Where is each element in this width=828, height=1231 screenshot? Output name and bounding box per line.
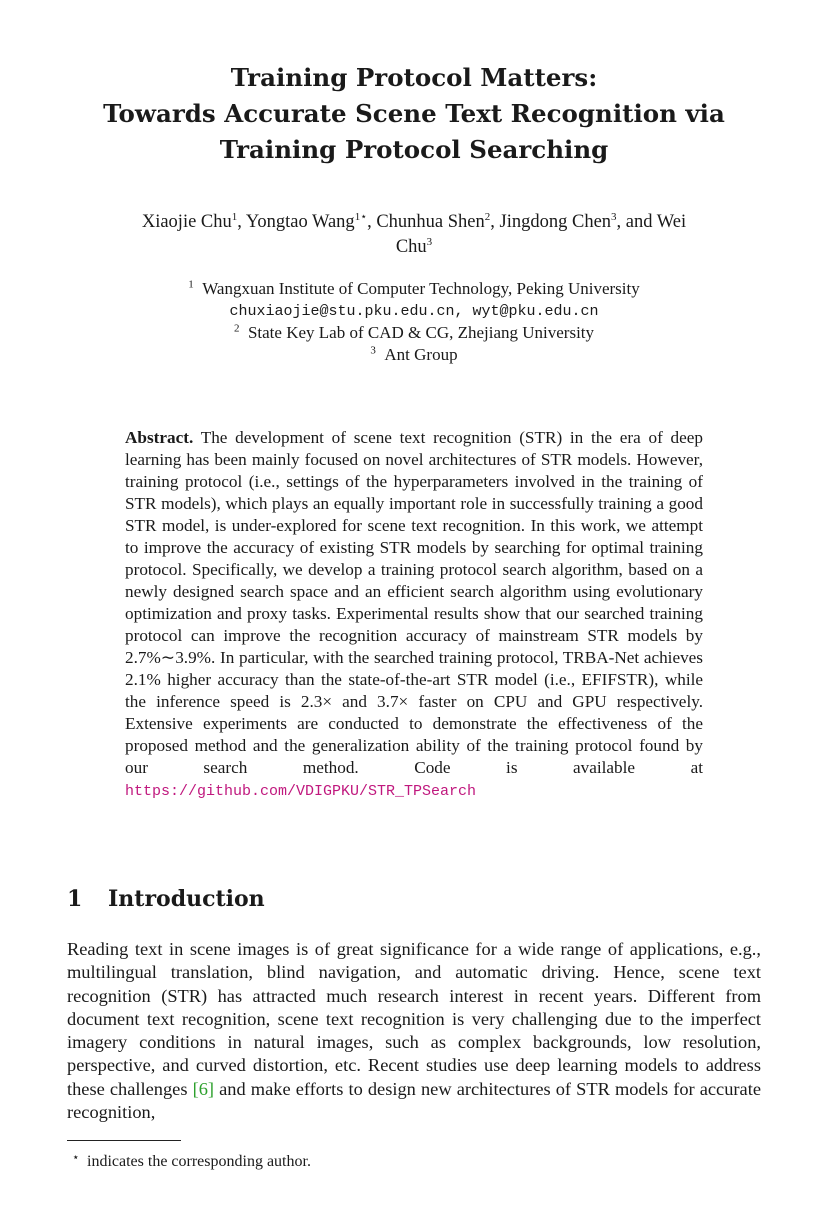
author-line-1: Xiaojie Chu$^1$, Yongtao Wang$^{1⋆}$, Chunhua Shen$^2$, Jingdong Chen$^3$, and Wei (141, 210, 687, 232)
abstract-label: Abstract. (125, 428, 194, 447)
author-name: Wei (656, 212, 687, 232)
section-title: Introduction (108, 886, 265, 912)
author-name: Chunhua Shen (376, 212, 485, 232)
footnote-mark: ⋆ (72, 1150, 80, 1164)
author-affil-mark: 1⋆ (354, 210, 368, 223)
title-line-3: Training Protocol Searching (219, 135, 609, 164)
author-emails: chuxiaojie@stu.pku.edu.cn, wyt@pku.edu.cn (229, 303, 599, 320)
title-line-1: Training Protocol Matters: (230, 63, 598, 92)
citation-link[interactable]: [6] (192, 1078, 215, 1099)
author-name: Chu (395, 237, 427, 257)
author-list (70, 210, 758, 260)
code-link[interactable]: https://github.com/VDIGPKU/STR_TPSearch (125, 783, 477, 800)
affiliation-1: $^1$ Wangxuan Institute of Computer Technology, Peking University (188, 278, 640, 298)
footnote-text: indicates the corresponding author. (87, 1153, 311, 1170)
footnote (67, 1146, 311, 1173)
section-number: 1 (67, 886, 83, 912)
abstract-text: The development of scene text recognition (STR) in the era of deep learning has been mainly focused on novel architectures of STR models. However, training protocol (i.e., settings of the hyperparameters involved in the training of STR models), which plays an equally important role in successfully training a good STR model, is under-explored for scene text recognition. In this work, we attempt to improve the accuracy of existing STR models by searching for optimal training protocol. Specifically, we develop a training protocol search algorithm, based on a newly designed search space and an efficient search algorithm using evolutionary optimization and proxy tasks. Experimental results show that our searched training protocol can improve the recognition accuracy of mainstream STR models by 2.7%∼3.9%. In particular, with the searched training protocol, TRBA-Net achieves 2.1% higher accuracy than the state-of-the-art STR model (i.e., EFIFSTR), while the inference speed is 2.3× and 3.7× faster on CPU and GPU respectively. Extensive experiments are conducted to demonstrate the effectiveness of the proposed method and the generalization ability of the training protocol found by our search method. Code is available at (125, 428, 703, 777)
footnote-rule (67, 1140, 181, 1141)
affiliation-2: $^2$ State Key Lab of CAD & CG, Zhejiang University (233, 322, 595, 342)
abstract (125, 427, 703, 803)
author-affil-mark: 1 (231, 210, 238, 223)
paper-title (60, 60, 768, 168)
section-heading (67, 884, 265, 914)
intro-paragraph: Reading text in scene images is of great significance for a wide range of applications, e.g., multilingual translation, blind navigation, and automatic driving. Hence, scene text recognition (STR) has attracted much research interest in recent years. Different from document text recognition, scene text recognition is very challenging due to the imperfect imagery conditions in natural images, such as complex backgrounds, low resolution, perspective, and curved distortion, etc. Recent studies use deep learning models to address these challenges [6] and make efforts to design new architectures of STR models for accurate recognition, (67, 939, 761, 1123)
author-name: Yongtao Wang (245, 212, 355, 232)
author-affil-mark: 3 (426, 235, 433, 248)
title-line-2: Towards Accurate Scene Text Recognition via (103, 99, 725, 128)
author-name: Xiaojie Chu (141, 212, 232, 232)
author-name: Jingdong Chen (499, 212, 612, 232)
affiliation-3: $^3$ Ant Group (370, 344, 458, 364)
author-affil-mark: 3 (611, 210, 617, 223)
author-line-2 (70, 235, 758, 260)
author-affil-mark: 2 (484, 210, 491, 223)
